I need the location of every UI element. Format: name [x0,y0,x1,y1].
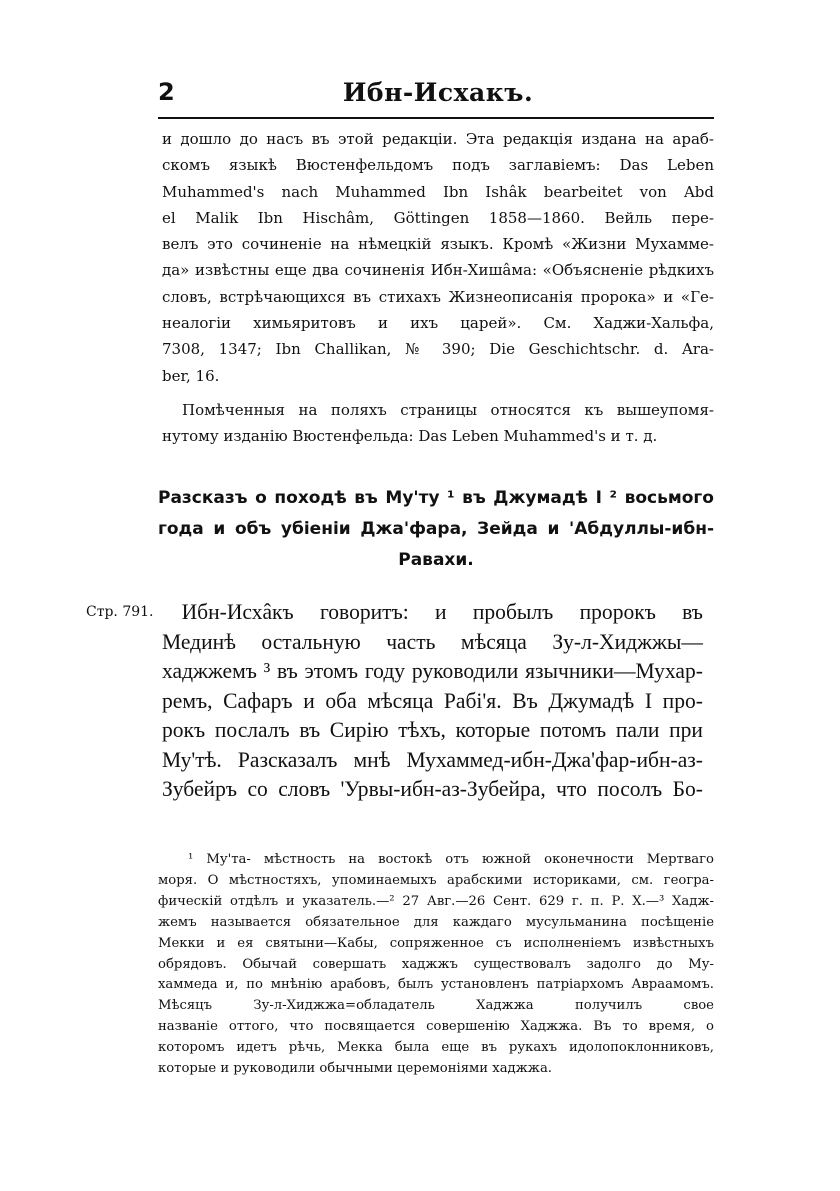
footnote-line: фическій отдѣлъ и указатель.—² 27 Авг.—26 Сент. 629 г. п. Р. Х.—³ Хадж- [158,893,714,909]
intro-line: и дошло до насъ въ этой редакціи. Эта редакція издана на араб- [162,130,714,148]
editorial-note [162,397,714,450]
intro-line: 7308, 1347; Ibn Challikan, № 390; Die Geschichtschr. d. Ara- [162,340,714,359]
main-text-line: рокъ послалъ въ Сирію тѣхъ, которые потомъ пали при [162,717,703,742]
page-header [158,72,718,112]
main-text-line: хаджжемъ ³ въ этомъ году руководили язычники—Мухар- [162,658,703,683]
footnote-line: обрядовъ. Обычай совершать хаджжъ существовалъ задолго до Му- [158,956,714,972]
main-text-line: Мединѣ остальную часть мѣсяца Зу-л-Хиджжы— [162,628,703,654]
intro-line: ber, 16. [162,366,220,385]
chapter-title [158,483,714,576]
main-text-line: Зубейръ со словъ 'Урвы-ибн-аз-Зубейра, что посолъ Бо- [162,776,703,801]
footnote-line: Мѣсяцъ Зу-л-Хиджжа=обладатель Хаджжа получилъ свое [158,998,714,1014]
intro-line: неалогіи химьяритовъ и ихъ царей». См. Хаджи-Хальфа, [162,314,714,333]
footnote-line: хаммеда и, по мнѣнію арабовъ, былъ установленъ патріархомъ Авраамомъ. [158,977,714,993]
footnote-line: которые и руководили обычными церемоніями хаджжа. [158,1061,552,1077]
footnote-line: которомъ идетъ рѣчь, Мекка была еще въ рукахъ идолопоклонниковъ, [158,1040,714,1056]
footnote-line: Мекки и ея святыни—Кабы, сопряженное съ исполненіемъ извѣстныхъ [158,935,714,951]
intro-line: да» извѣстны еще два сочиненія Ибн-Хишâма: «Объясненіе рѣдкихъ [162,261,714,280]
editorial-note-line: нутому изданію Вюстенфельда: Das Leben Muhammed's и т. д. [162,427,658,446]
editorial-note-line: Помѣченныя на поляхъ страницы относятся къ вышеупомя- [182,401,714,419]
page-number: 2 [158,78,175,106]
main-text [162,597,703,804]
footnotes [158,850,714,1080]
margin-page-reference: Стр. 791. [86,604,154,620]
intro-line: скомъ языкѣ Вюстенфельдомъ подъ заглавіемъ: Das Leben [162,156,714,175]
running-title: Ибн-Исхакъ. [342,78,534,107]
intro-line: Muhammed's nach Muhammed Ibn Ishâk bearbeitet von Abd [162,182,714,201]
intro-line: el Malik Ibn Hischâm, Göttingen 1858—1860. Вейль пере- [162,208,714,227]
footnote-line: названіе оттого, что посвящается совершенію Хаджжа. Въ то время, о [158,1019,714,1035]
footnote-line: моря. О мѣстностяхъ, упоминаемыхъ арабскими историками, см. геогра- [158,872,714,888]
chapter-title-line: Разсказъ о походѣ въ Му'ту ¹ въ Джумадѣ I ² восьмого [158,488,714,508]
footnote-line: ¹ Му'та- мѣстность на востокѣ отъ южной оконечности Мертваго [188,852,714,867]
intro-paragraph [162,126,714,389]
main-text-line: Му'тѣ. Разсказалъ мнѣ Мухаммед-ибн-Джа'фар-ибн-аз- [162,746,703,772]
chapter-title-line: Равахи. [398,550,474,570]
intro-line: словъ, встрѣчающихся въ стихахъ Жизнеописанія пророка» и «Ге- [162,287,714,306]
main-text-line: ремъ, Сафаръ и оба мѣсяца Рабі'я. Въ Джумадѣ I про- [162,687,703,713]
footnote-line: жемъ называется обязательное для каждаго мусульманина посѣщеніе [158,914,714,930]
intro-line: велъ это сочиненіе на нѣмецкій языкъ. Кромѣ «Жизни Мухамме- [162,235,714,254]
chapter-title-line: года и объ убіеніи Джа'фара, Зейда и 'Абдуллы-ибн- [158,519,714,539]
header-rule [158,117,714,119]
main-text-line: Ибн-Исхâкъ говоритъ: и пробылъ пророкъ въ [181,599,703,624]
